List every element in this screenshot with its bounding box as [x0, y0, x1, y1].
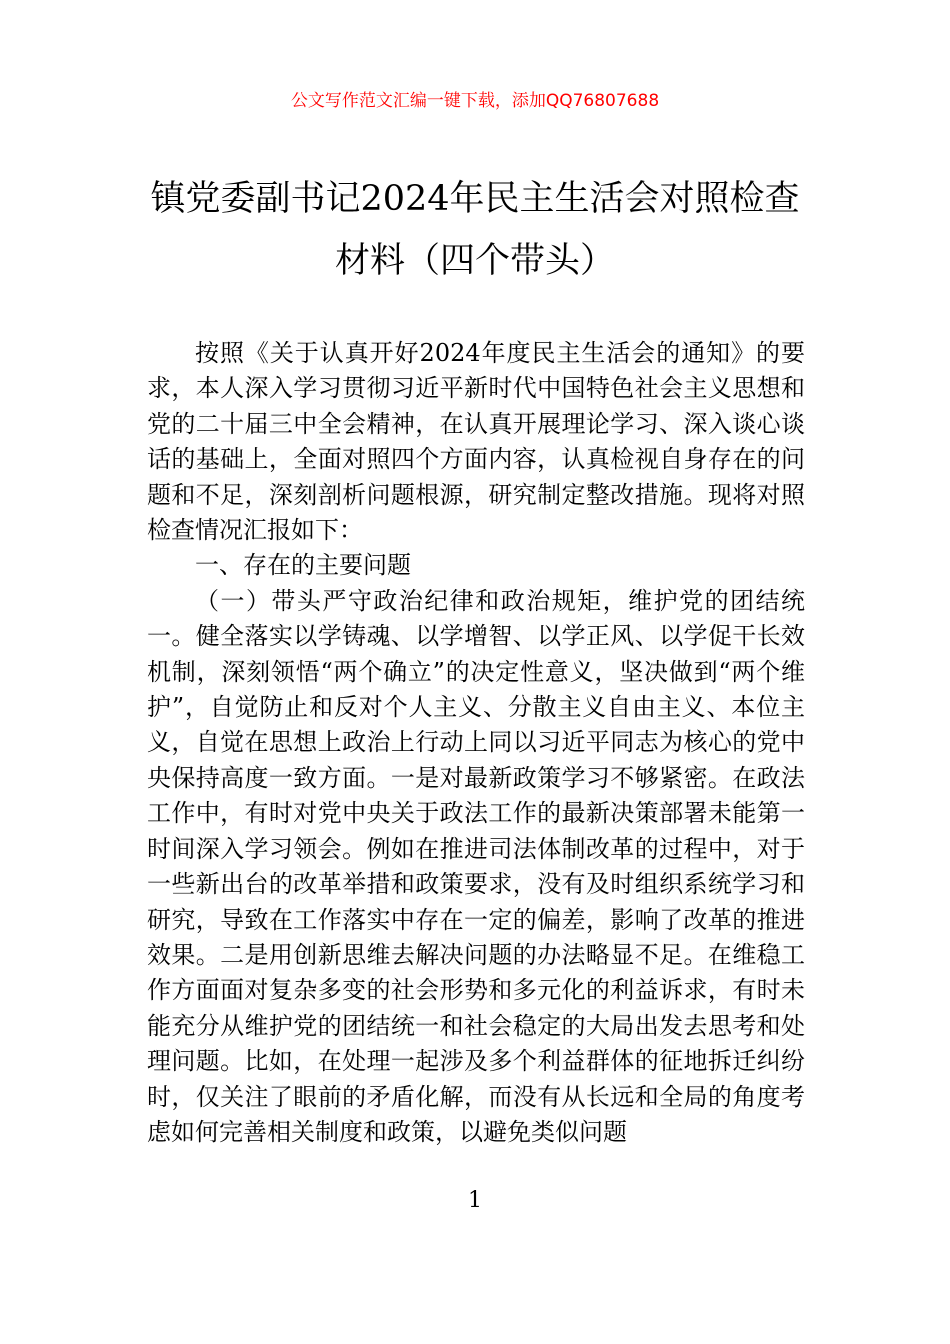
download-notice: 公文写作范文汇编一键下载，添加QQ76807688 — [290, 91, 660, 111]
page-number: 1 — [468, 1188, 482, 1213]
document-title — [120, 168, 830, 292]
section-heading: 一、存在的主要问题 — [195, 551, 411, 580]
intro-paragraph: 按照《关于认真开好2024年度民主生活会的通知》的要求，本人深入学习贯彻习近平新时代中国特色社会主义思想和党的二十届三中全会精神，在认真开展理论学习、深入谈心谈话的基础上，全面对照四个方面内容，认真检视自身存在的问题和不足，深刻剖析问题根源，研究制定整改措施。现将对照检查情况汇报如下： — [147, 339, 805, 545]
title-line-1: 镇党委副书记2024年民主生活会对照检查 — [150, 179, 800, 219]
document-body — [147, 336, 805, 1150]
issue-paragraph: （一）带头严守政治纪律和政治规矩，维护党的团结统一。健全落实以学铸魂、以学增智、以学正风、以学促干长效机制，深刻领悟“两个确立”的决定性意义，坚决做到“两个维护”，自觉防止和反对个人主义、分散主义自由主义、本位主义，自觉在思想上政治上行动上同以习近平同志为核心的党中央保持高度一致方面。一是对最新政策学习不够紧密。在政法工作中，有时对党中央关于政法工作的最新决策部署未能第一时间深入学习领会。例如在推进司法体制改革的过程中，对于一些新出台的改革举措和政策要求，没有及时组织系统学习和研究，导致在工作落实中存在一定的偏差，影响了改革的推进效果。二是用创新思维去解决问题的办法略显不足。在维稳工作方面面对复杂多变的社会形势和多元化的利益诉求，有时未能充分从维护党的团结统一和社会稳定的大局出发去思考和处理问题。比如，在处理一起涉及多个利益群体的征地拆迁纠纷时，仅关注了眼前的矛盾化解，而没有从长远和全局的角度考虑如何完善相关制度和政策，以避免类似问题 — [147, 586, 805, 1146]
title-line-2: 材料（四个带头） — [334, 241, 615, 281]
